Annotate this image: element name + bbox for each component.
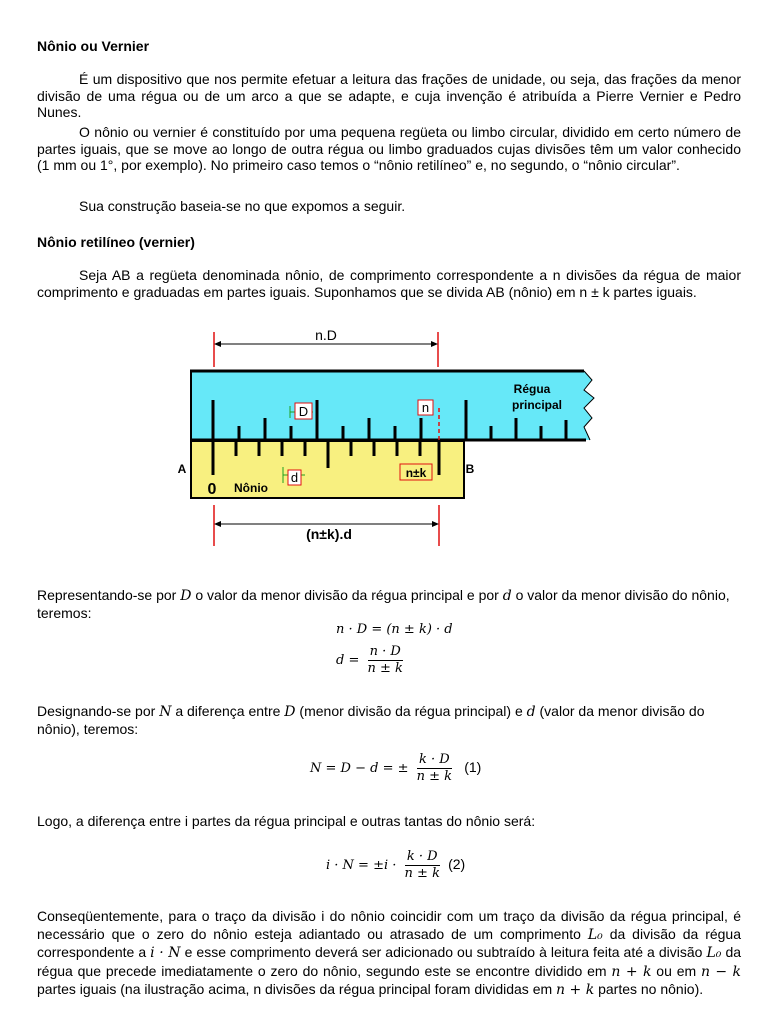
paragraph-consequently: [37, 908, 741, 1000]
text-fragment: da régua que precede imediatamente o zero do nônio, segundo este se encontre dividido em: [37, 944, 742, 979]
equation-4: [326, 849, 465, 882]
text-fragment: ou em: [656, 962, 697, 979]
label-B: B: [465, 462, 475, 476]
symbol-D: D: [284, 704, 296, 720]
text-fragment: e esse comprimento deverá ser adicionado ou subtraído à leitura feita até a divisão: [184, 944, 703, 960]
eq3-denominator: n ± k: [416, 769, 453, 784]
eq3-lhs: N = D − d = ±: [310, 761, 409, 776]
eq4-lhs: i · N = ±i ·: [326, 858, 397, 873]
label-regua: Régua: [513, 382, 551, 396]
paragraph-designation: [37, 703, 741, 737]
paragraph-representation: [37, 587, 741, 621]
symbol-d: d: [526, 704, 536, 720]
symbol-L0: L₀: [587, 926, 603, 943]
eq3-tag: (1): [464, 759, 482, 775]
equation-2: [336, 644, 407, 677]
nk-box-label: n±k: [405, 466, 427, 480]
label-nonio: Nônio: [234, 481, 268, 495]
eq2-lhs: d =: [336, 653, 360, 668]
arrowhead-right-top: [431, 341, 438, 347]
paragraph-construction: O nônio ou vernier é constituído por uma pequena regüeta ou limbo circular, dividido em certo número de partes iguais, que se move ao longo de outra régua ou limbo graduados cujas divisões têm um valor conhecido (1 mm ou 1°, por exemplo). No primeiro caso temos o “nônio retilíneo” e, no segundo, o “nônio circular”.: [37, 124, 741, 173]
arrowhead-left-bottom: [214, 521, 221, 527]
symbol-d: d: [502, 588, 512, 604]
section-title-nonio-retilineo: Nônio retilíneo (vernier): [37, 234, 195, 250]
text-fragment: Conseqüentemente, para o traço da divisão i do nônio coincidir com um traço da divisão da régua principal, é necessário que o zero do nônio esteja adiantado ou atrasado de um comprimento: [37, 908, 741, 942]
symbol-N: N: [159, 704, 172, 720]
text-fragment: da divisão da régua correspondente a: [37, 925, 741, 960]
symbol-n-plus-k: n + k: [611, 963, 652, 980]
equation-1: [336, 622, 453, 637]
text-fragment: o valor da menor divisão do nônio, teremos:: [37, 587, 730, 621]
eq4-denominator: n ± k: [404, 866, 440, 881]
symbol-n-minus-k: n − k: [700, 963, 742, 980]
vernier-diagram-svg: [170, 324, 610, 550]
paragraph-intro: É um dispositivo que nos permite efetuar a leitura das frações de unidade, ou seja, das frações da menor divisão de uma régua ou de um arco a que se adapte, e cuja invenção é atribuída a Pierre Vernier e Pedro Nunes.: [37, 71, 741, 120]
d-box-label: d: [290, 470, 299, 485]
dim-label-nkd: (n±k).d: [306, 526, 352, 542]
symbol-L0: L₀: [706, 945, 722, 961]
arrowhead-right-bottom: [432, 521, 439, 527]
section-title-nonio-vernier: Nônio ou Vernier: [37, 38, 150, 54]
text-fragment: a diferença entre: [175, 703, 281, 719]
eq3-numerator: k · D: [418, 752, 450, 767]
equation-3: [310, 752, 481, 785]
text-fragment: partes iguais (na ilustração acima, n divisões da régua principal foram divididas em: [37, 981, 553, 997]
text-fragment: Designando-se por: [37, 703, 156, 719]
symbol-iN: i · N: [150, 945, 181, 961]
text-fragment: Representando-se por: [37, 587, 177, 603]
paragraph-basis: Sua construção baseia-se no que expomos a seguir.: [79, 198, 406, 214]
eq2-denominator: n ± k: [367, 661, 403, 676]
text-fragment: (valor da menor divisão do nônio), teremos:: [37, 703, 705, 737]
label-A: A: [177, 462, 187, 476]
text-fragment: o valor da menor divisão da régua principal e por: [195, 587, 499, 603]
symbol-D: D: [180, 588, 192, 604]
arrowhead-left-top: [214, 341, 221, 347]
paragraph-difference: Logo, a diferença entre i partes da régua principal e outras tantas do nônio será:: [37, 813, 536, 829]
symbol-n-plus-k: n + k: [556, 982, 595, 998]
eq1-text: n · D = (n ± k) · d: [336, 622, 453, 637]
D-box-label: D: [298, 404, 309, 419]
dim-label-nD: n.D: [315, 327, 337, 343]
eq4-numerator: k · D: [406, 849, 438, 864]
n-box-label: n: [421, 400, 430, 415]
eq4-tag: (2): [448, 856, 466, 872]
paragraph-definition: Seja AB a regüeta denominada nônio, de comprimento correspondente a n divisões da régua de maior comprimento e graduadas em partes iguais. Suponhamos que se divida AB (nônio) em n ± k partes iguais.: [37, 267, 741, 300]
label-principal: principal: [511, 398, 563, 412]
eq2-numerator: n · D: [369, 644, 401, 659]
text-fragment: (menor divisão da régua principal) e: [299, 703, 523, 719]
vernier-figure: [170, 324, 610, 550]
zero-label: 0: [207, 481, 217, 498]
text-fragment: partes no nônio).: [598, 981, 704, 997]
